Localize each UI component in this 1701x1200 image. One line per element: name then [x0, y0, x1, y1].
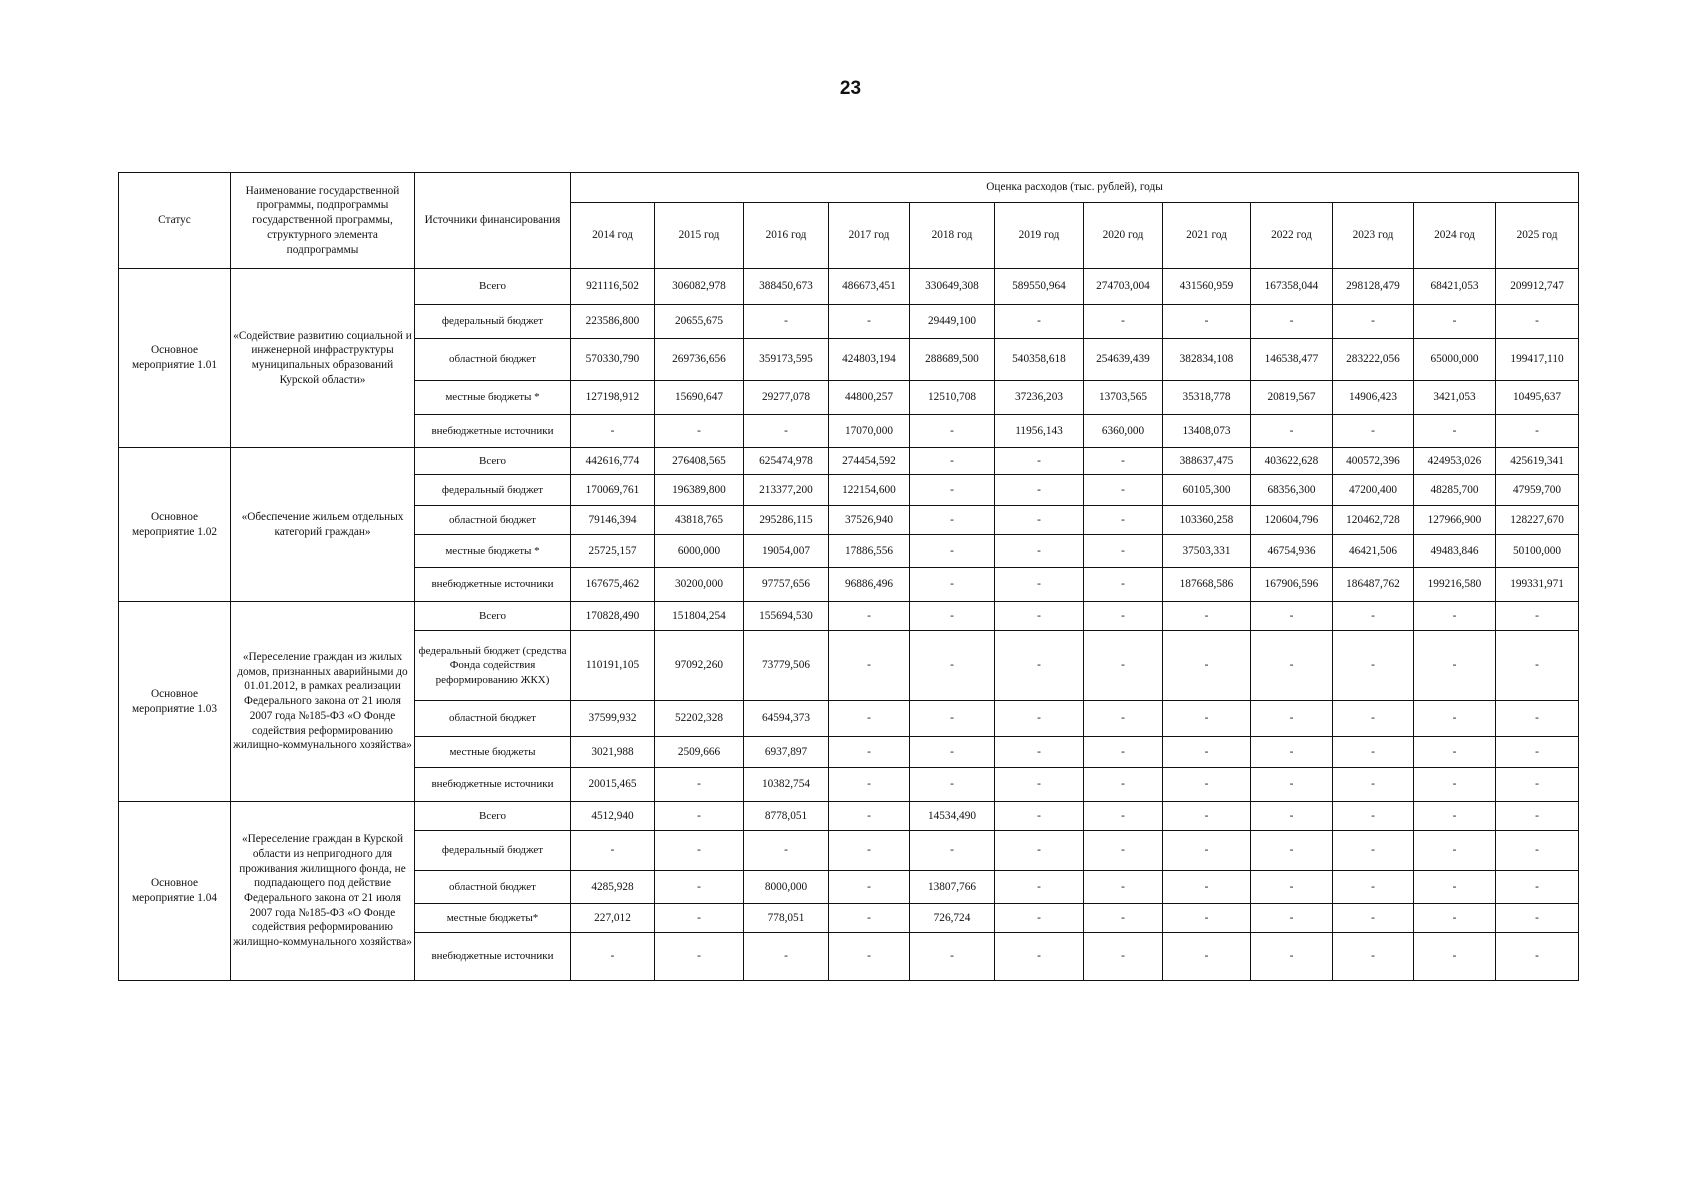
year-header: 2022 год	[1251, 203, 1333, 269]
status-cell: Основное мероприятие 1.04	[119, 802, 231, 981]
value-cell: -	[1414, 831, 1496, 871]
source-cell: Всего	[415, 602, 571, 631]
value-cell: -	[995, 631, 1084, 701]
value-cell: -	[1414, 933, 1496, 981]
expense-table	[118, 172, 1579, 981]
value-cell: -	[995, 871, 1084, 904]
value-cell: -	[1163, 871, 1251, 904]
value-cell: 10495,637	[1496, 381, 1579, 415]
value-cell: 4285,928	[571, 871, 655, 904]
value-cell: 254639,439	[1084, 339, 1163, 381]
value-cell: -	[995, 506, 1084, 535]
value-cell: 330649,308	[910, 269, 995, 305]
value-cell: 726,724	[910, 904, 995, 933]
year-header: 2018 год	[910, 203, 995, 269]
value-cell: -	[1084, 506, 1163, 535]
value-cell: -	[1496, 305, 1579, 339]
value-cell: -	[829, 802, 910, 831]
value-cell: -	[1084, 448, 1163, 475]
value-cell: -	[744, 305, 829, 339]
value-cell: 73779,506	[744, 631, 829, 701]
value-cell: -	[1084, 475, 1163, 506]
value-cell: -	[655, 831, 744, 871]
value-cell: -	[829, 933, 910, 981]
value-cell: -	[1251, 831, 1333, 871]
year-header: 2024 год	[1414, 203, 1496, 269]
value-cell: 403622,628	[1251, 448, 1333, 475]
value-cell: 186487,762	[1333, 568, 1414, 602]
value-cell: -	[995, 475, 1084, 506]
value-cell: -	[744, 415, 829, 448]
value-cell: 382834,108	[1163, 339, 1251, 381]
value-cell: -	[1163, 305, 1251, 339]
year-header: 2014 год	[571, 203, 655, 269]
value-cell: -	[829, 871, 910, 904]
value-cell: -	[1414, 768, 1496, 802]
value-cell: -	[829, 602, 910, 631]
value-cell: 30200,000	[655, 568, 744, 602]
value-cell: 65000,000	[1414, 339, 1496, 381]
value-cell: 155694,530	[744, 602, 829, 631]
source-cell: внебюджетные источники	[415, 768, 571, 802]
table-row	[119, 802, 1579, 831]
value-cell: -	[1084, 768, 1163, 802]
source-cell: внебюджетные источники	[415, 568, 571, 602]
value-cell: -	[995, 933, 1084, 981]
value-cell: 8778,051	[744, 802, 829, 831]
value-cell: 103360,258	[1163, 506, 1251, 535]
year-header: 2017 год	[829, 203, 910, 269]
value-cell: -	[1084, 602, 1163, 631]
value-cell: 431560,959	[1163, 269, 1251, 305]
year-header: 2016 год	[744, 203, 829, 269]
value-cell: -	[910, 568, 995, 602]
value-cell: 49483,846	[1414, 535, 1496, 568]
value-cell: 37236,203	[995, 381, 1084, 415]
value-cell: -	[1251, 305, 1333, 339]
value-cell: -	[1251, 631, 1333, 701]
value-cell: 20015,465	[571, 768, 655, 802]
value-cell: 209912,747	[1496, 269, 1579, 305]
value-cell: 48285,700	[1414, 475, 1496, 506]
value-cell: 13408,073	[1163, 415, 1251, 448]
year-header: 2025 год	[1496, 203, 1579, 269]
value-cell: -	[1333, 904, 1414, 933]
value-cell: 589550,964	[995, 269, 1084, 305]
value-cell: -	[1496, 415, 1579, 448]
value-cell: 170069,761	[571, 475, 655, 506]
value-cell: -	[1163, 602, 1251, 631]
source-cell: федеральный бюджет	[415, 305, 571, 339]
value-cell: 187668,586	[1163, 568, 1251, 602]
value-cell: -	[1496, 871, 1579, 904]
value-cell: -	[995, 802, 1084, 831]
value-cell: -	[1333, 933, 1414, 981]
value-cell: -	[1084, 871, 1163, 904]
value-cell: 424803,194	[829, 339, 910, 381]
source-cell: федеральный бюджет	[415, 475, 571, 506]
value-cell: 170828,490	[571, 602, 655, 631]
value-cell: 6937,897	[744, 737, 829, 768]
value-cell: 167358,044	[1251, 269, 1333, 305]
value-cell: -	[1251, 802, 1333, 831]
value-cell: -	[1333, 701, 1414, 737]
value-cell: 68421,053	[1414, 269, 1496, 305]
value-cell: -	[829, 904, 910, 933]
value-cell: -	[910, 768, 995, 802]
table-row	[119, 448, 1579, 475]
value-cell: 486673,451	[829, 269, 910, 305]
value-cell: 37526,940	[829, 506, 910, 535]
value-cell: -	[1496, 631, 1579, 701]
value-cell: -	[1084, 904, 1163, 933]
value-cell: -	[1333, 831, 1414, 871]
value-cell: -	[1084, 802, 1163, 831]
source-cell: Всего	[415, 269, 571, 305]
value-cell: 68356,300	[1251, 475, 1333, 506]
value-cell: -	[1084, 831, 1163, 871]
value-cell: -	[910, 737, 995, 768]
value-cell: 400572,396	[1333, 448, 1414, 475]
value-cell: 4512,940	[571, 802, 655, 831]
value-cell: 359173,595	[744, 339, 829, 381]
value-cell: 60105,300	[1163, 475, 1251, 506]
value-cell: 35318,778	[1163, 381, 1251, 415]
header-status: Статус	[119, 173, 231, 269]
header-expenses: Оценка расходов (тыс. рублей), годы	[571, 173, 1579, 203]
value-cell: -	[1163, 831, 1251, 871]
value-cell: 540358,618	[995, 339, 1084, 381]
value-cell: 127198,912	[571, 381, 655, 415]
value-cell: -	[1414, 415, 1496, 448]
value-cell: -	[1333, 768, 1414, 802]
source-cell: внебюджетные источники	[415, 415, 571, 448]
value-cell: 6000,000	[655, 535, 744, 568]
source-cell: областной бюджет	[415, 506, 571, 535]
value-cell: -	[910, 933, 995, 981]
source-cell: местные бюджеты	[415, 737, 571, 768]
value-cell: -	[655, 933, 744, 981]
table-row	[119, 602, 1579, 631]
value-cell: 37599,932	[571, 701, 655, 737]
value-cell: -	[1084, 631, 1163, 701]
value-cell: 11956,143	[995, 415, 1084, 448]
source-cell: федеральный бюджет (средства Фонда содействия реформированию ЖКХ)	[415, 631, 571, 701]
value-cell: -	[1496, 768, 1579, 802]
value-cell: -	[1251, 602, 1333, 631]
value-cell: -	[829, 631, 910, 701]
year-header: 2019 год	[995, 203, 1084, 269]
value-cell: 778,051	[744, 904, 829, 933]
value-cell: -	[1084, 535, 1163, 568]
value-cell: 122154,600	[829, 475, 910, 506]
value-cell: -	[1496, 904, 1579, 933]
value-cell: -	[829, 768, 910, 802]
value-cell: 14534,490	[910, 802, 995, 831]
value-cell: -	[1333, 802, 1414, 831]
source-cell: Всего	[415, 802, 571, 831]
value-cell: 52202,328	[655, 701, 744, 737]
value-cell: 213377,200	[744, 475, 829, 506]
value-cell: 625474,978	[744, 448, 829, 475]
year-header: 2020 год	[1084, 203, 1163, 269]
value-cell: -	[1496, 701, 1579, 737]
value-cell: 128227,670	[1496, 506, 1579, 535]
value-cell: 274703,004	[1084, 269, 1163, 305]
program-name-cell: «Обеспечение жильем отдельных категорий граждан»	[231, 448, 415, 602]
value-cell: 97092,260	[655, 631, 744, 701]
value-cell: -	[829, 701, 910, 737]
value-cell: 2509,666	[655, 737, 744, 768]
value-cell: 44800,257	[829, 381, 910, 415]
value-cell: 19054,007	[744, 535, 829, 568]
status-cell: Основное мероприятие 1.02	[119, 448, 231, 602]
value-cell: -	[995, 701, 1084, 737]
status-cell: Основное мероприятие 1.03	[119, 602, 231, 802]
value-cell: 110191,105	[571, 631, 655, 701]
value-cell: -	[1414, 737, 1496, 768]
value-cell: -	[995, 904, 1084, 933]
program-name-cell: «Содействие развитию социальной и инженерной инфраструктуры муниципальных образований Курской области»	[231, 269, 415, 448]
value-cell: 6360,000	[1084, 415, 1163, 448]
value-cell: 274454,592	[829, 448, 910, 475]
value-cell: -	[1333, 737, 1414, 768]
value-cell: 50100,000	[1496, 535, 1579, 568]
value-cell: 288689,500	[910, 339, 995, 381]
value-cell: 12510,708	[910, 381, 995, 415]
program-name-cell: «Переселение граждан из жилых домов, признанных аварийными до 01.01.2012, в рамках реализации Федерального закона от 21 июля 2007 года №185-ФЗ «О Фонде содействия реформированию жилищно-коммунального хозяйства»	[231, 602, 415, 802]
value-cell: -	[1163, 904, 1251, 933]
program-name-cell: «Переселение граждан в Курской области из непригодного для проживания жилищного фонда, не подпадающего под действие Федерального закона от 21 июля 2007 года №185-ФЗ «О Фонде содействия реформированию жилищно-коммунального хозяйства»	[231, 802, 415, 981]
value-cell: -	[1333, 305, 1414, 339]
value-cell: -	[571, 415, 655, 448]
value-cell: 43818,765	[655, 506, 744, 535]
value-cell: 46754,936	[1251, 535, 1333, 568]
value-cell: -	[1163, 933, 1251, 981]
value-cell: -	[829, 831, 910, 871]
value-cell: 151804,254	[655, 602, 744, 631]
value-cell: 388637,475	[1163, 448, 1251, 475]
value-cell: -	[655, 904, 744, 933]
value-cell: 424953,026	[1414, 448, 1496, 475]
value-cell: 29277,078	[744, 381, 829, 415]
value-cell: -	[1333, 602, 1414, 631]
value-cell: -	[1414, 871, 1496, 904]
value-cell: 3421,053	[1414, 381, 1496, 415]
value-cell: -	[1163, 768, 1251, 802]
value-cell: -	[1414, 631, 1496, 701]
value-cell: 167906,596	[1251, 568, 1333, 602]
source-cell: внебюджетные источники	[415, 933, 571, 981]
value-cell: 127966,900	[1414, 506, 1496, 535]
source-cell: федеральный бюджет	[415, 831, 571, 871]
value-cell: -	[1414, 802, 1496, 831]
value-cell: -	[1251, 737, 1333, 768]
value-cell: -	[1163, 737, 1251, 768]
value-cell: 15690,647	[655, 381, 744, 415]
value-cell: 17886,556	[829, 535, 910, 568]
value-cell: -	[1251, 933, 1333, 981]
header-sources: Источники финансирования	[415, 173, 571, 269]
value-cell: -	[910, 448, 995, 475]
value-cell: -	[1414, 701, 1496, 737]
value-cell: -	[1496, 737, 1579, 768]
value-cell: -	[910, 535, 995, 568]
value-cell: -	[655, 415, 744, 448]
value-cell: -	[655, 871, 744, 904]
value-cell: -	[1163, 631, 1251, 701]
value-cell: -	[910, 602, 995, 631]
value-cell: -	[1496, 802, 1579, 831]
value-cell: 306082,978	[655, 269, 744, 305]
value-cell: -	[1496, 831, 1579, 871]
value-cell: 227,012	[571, 904, 655, 933]
source-cell: местные бюджеты *	[415, 535, 571, 568]
value-cell: 96886,496	[829, 568, 910, 602]
value-cell: -	[910, 631, 995, 701]
value-cell: 442616,774	[571, 448, 655, 475]
value-cell: -	[1084, 933, 1163, 981]
value-cell: 79146,394	[571, 506, 655, 535]
value-cell: 199417,110	[1496, 339, 1579, 381]
status-cell: Основное мероприятие 1.01	[119, 269, 231, 448]
value-cell: -	[1084, 737, 1163, 768]
value-cell: -	[744, 933, 829, 981]
year-header: 2023 год	[1333, 203, 1414, 269]
value-cell: 146538,477	[1251, 339, 1333, 381]
value-cell: -	[1251, 904, 1333, 933]
value-cell: 14906,423	[1333, 381, 1414, 415]
value-cell: 46421,506	[1333, 535, 1414, 568]
value-cell: 120604,796	[1251, 506, 1333, 535]
value-cell: 13703,565	[1084, 381, 1163, 415]
page-number: 23	[839, 78, 862, 99]
value-cell: -	[829, 737, 910, 768]
value-cell: 17070,000	[829, 415, 910, 448]
value-cell: 64594,373	[744, 701, 829, 737]
table-row	[119, 269, 1579, 305]
source-cell: областной бюджет	[415, 871, 571, 904]
value-cell: -	[1251, 768, 1333, 802]
value-cell: -	[1496, 933, 1579, 981]
value-cell: -	[995, 737, 1084, 768]
value-cell: 921116,502	[571, 269, 655, 305]
value-cell: 8000,000	[744, 871, 829, 904]
value-cell: -	[571, 933, 655, 981]
value-cell: -	[1333, 631, 1414, 701]
value-cell: -	[1496, 602, 1579, 631]
value-cell: -	[995, 831, 1084, 871]
value-cell: 196389,800	[655, 475, 744, 506]
value-cell: -	[1414, 305, 1496, 339]
value-cell: -	[910, 701, 995, 737]
value-cell: -	[1251, 415, 1333, 448]
value-cell: -	[1163, 701, 1251, 737]
value-cell: 283222,056	[1333, 339, 1414, 381]
value-cell: -	[571, 831, 655, 871]
value-cell: -	[1333, 415, 1414, 448]
value-cell: -	[995, 768, 1084, 802]
value-cell: -	[1084, 701, 1163, 737]
value-cell: 47200,400	[1333, 475, 1414, 506]
value-cell: -	[1084, 305, 1163, 339]
source-cell: местные бюджеты *	[415, 381, 571, 415]
value-cell: 570330,790	[571, 339, 655, 381]
value-cell: -	[995, 448, 1084, 475]
source-cell: областной бюджет	[415, 339, 571, 381]
value-cell: -	[910, 831, 995, 871]
value-cell: -	[1084, 568, 1163, 602]
value-cell: -	[910, 415, 995, 448]
value-cell: -	[995, 535, 1084, 568]
table-body	[119, 269, 1579, 981]
value-cell: 20819,567	[1251, 381, 1333, 415]
value-cell: -	[1251, 701, 1333, 737]
value-cell: 120462,728	[1333, 506, 1414, 535]
value-cell: 3021,988	[571, 737, 655, 768]
value-cell: 425619,341	[1496, 448, 1579, 475]
value-cell: -	[910, 506, 995, 535]
value-cell: -	[744, 831, 829, 871]
value-cell: -	[910, 475, 995, 506]
value-cell: -	[995, 305, 1084, 339]
value-cell: -	[1414, 602, 1496, 631]
value-cell: 269736,656	[655, 339, 744, 381]
value-cell: 298128,479	[1333, 269, 1414, 305]
year-header: 2021 год	[1163, 203, 1251, 269]
value-cell: 13807,766	[910, 871, 995, 904]
source-cell: Всего	[415, 448, 571, 475]
value-cell: -	[1414, 904, 1496, 933]
year-header: 2015 год	[655, 203, 744, 269]
value-cell: -	[655, 768, 744, 802]
value-cell: 10382,754	[744, 768, 829, 802]
value-cell: -	[655, 802, 744, 831]
value-cell: -	[1251, 871, 1333, 904]
value-cell: 37503,331	[1163, 535, 1251, 568]
value-cell: 29449,100	[910, 305, 995, 339]
value-cell: -	[829, 305, 910, 339]
value-cell: 199331,971	[1496, 568, 1579, 602]
source-cell: областной бюджет	[415, 701, 571, 737]
value-cell: 20655,675	[655, 305, 744, 339]
value-cell: 199216,580	[1414, 568, 1496, 602]
value-cell: 223586,800	[571, 305, 655, 339]
value-cell: 47959,700	[1496, 475, 1579, 506]
value-cell: 295286,115	[744, 506, 829, 535]
header-name: Наименование государственной программы, подпрограммы государственной программы, структурного элемента подпрограммы	[231, 173, 415, 269]
value-cell: -	[1333, 871, 1414, 904]
value-cell: 276408,565	[655, 448, 744, 475]
value-cell: 97757,656	[744, 568, 829, 602]
header-row-top	[119, 173, 1579, 203]
value-cell: -	[995, 568, 1084, 602]
value-cell: 167675,462	[571, 568, 655, 602]
value-cell: -	[1163, 802, 1251, 831]
value-cell: -	[995, 602, 1084, 631]
value-cell: 25725,157	[571, 535, 655, 568]
value-cell: 388450,673	[744, 269, 829, 305]
source-cell: местные бюджеты*	[415, 904, 571, 933]
